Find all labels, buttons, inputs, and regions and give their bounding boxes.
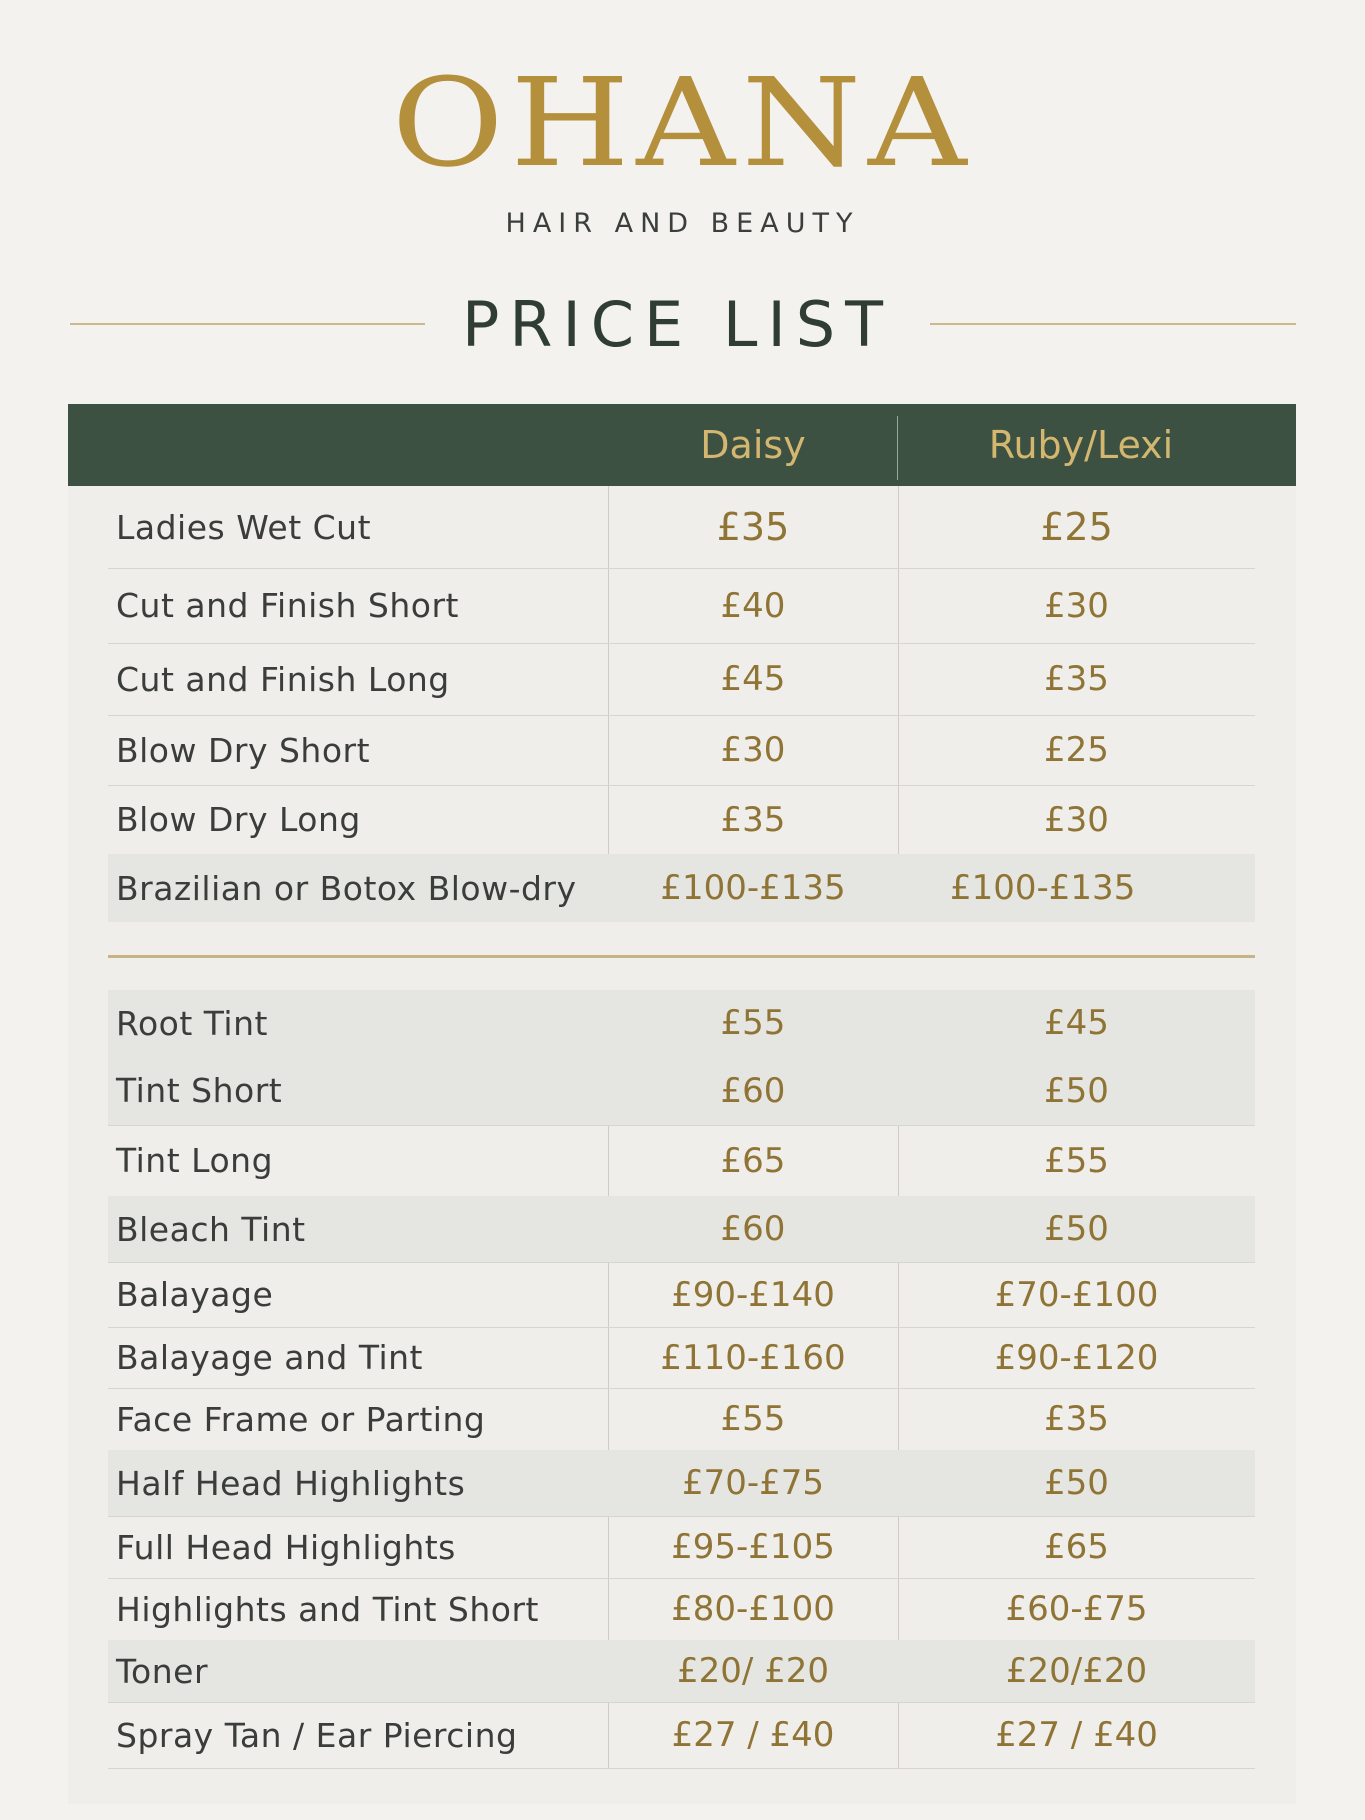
price-daisy: £65 [720,1140,786,1181]
price-daisy: £55 [720,1003,786,1043]
service-name: Ladies Wet Cut [116,507,372,547]
price-daisy: £95-£105 [671,1527,835,1567]
price-ruby-lexi: £25 [1044,730,1109,770]
table-row [108,1450,1255,1517]
service-name: Tint Short [116,1071,283,1110]
service-name: Bleach Tint [116,1209,306,1249]
price-ruby-lexi: £25 [1040,505,1113,549]
title-row [0,290,1365,360]
price-ruby-lexi: £50 [1044,1070,1109,1111]
price-ruby-lexi: £100-£135 [950,868,1136,908]
service-name: Tint Long [116,1141,274,1180]
price-daisy: £100-£135 [660,868,846,908]
column-header-daisy: Daisy [700,423,806,467]
price-daisy: £20/ £20 [676,1651,830,1691]
table-header [68,404,1296,486]
service-name: Brazilian or Botox Blow-dry [116,868,577,908]
table-row [108,1056,1255,1126]
service-name: Spray Tan / Ear Piercing [116,1715,518,1755]
service-name: Cut and Finish Short [116,586,459,625]
table-row [108,785,1255,854]
table-row [108,1640,1255,1703]
table-row [108,1196,1255,1263]
page-title: PRICE LIST [462,288,893,361]
table-row [108,486,1255,569]
price-ruby-lexi: £90-£120 [994,1337,1159,1378]
price-ruby-lexi: £27 / £40 [995,1715,1158,1755]
table-row [108,715,1255,786]
price-ruby-lexi: £20/£20 [1005,1651,1148,1691]
price-ruby-lexi: £50 [1044,1463,1109,1503]
service-name: Highlights and Tint Short [116,1589,539,1629]
table-row [108,1125,1255,1196]
price-ruby-lexi: £30 [1044,585,1109,626]
price-ruby-lexi: £70-£100 [994,1274,1159,1315]
price-daisy: £55 [720,1399,786,1439]
price-daisy: £27 / £40 [671,1715,835,1755]
service-name: Full Head Highlights [116,1527,456,1567]
service-name: Face Frame or Parting [116,1399,486,1439]
table-row [108,568,1255,644]
service-name: Half Head Highlights [116,1463,466,1503]
price-daisy: £90-£140 [671,1274,835,1315]
service-name: Toner [116,1651,209,1691]
table-row [108,990,1255,1057]
table-row [108,1702,1255,1769]
table-row [108,643,1255,716]
table-row [108,1578,1255,1640]
table-row [108,1327,1255,1389]
price-ruby-lexi: £35 [1044,1399,1109,1439]
price-ruby-lexi: £45 [1044,1003,1109,1043]
price-ruby-lexi: £60-£75 [1005,1589,1148,1629]
price-daisy: £70-£75 [681,1463,825,1503]
price-ruby-lexi: £50 [1044,1209,1109,1249]
column-header-ruby-lexi: Ruby/Lexi [988,423,1174,467]
price-ruby-lexi: £65 [1044,1527,1109,1567]
price-daisy: £35 [716,505,790,549]
service-name: Blow Dry Long [116,800,361,839]
service-name: Root Tint [116,1003,268,1043]
title-rule-right [930,323,1296,325]
price-ruby-lexi: £55 [1044,1140,1109,1181]
title-rule-left [70,323,425,325]
price-daisy: £45 [720,659,786,699]
service-name: Cut and Finish Long [116,659,450,699]
brand-tagline: HAIR AND BEAUTY [505,208,860,239]
brand-logo: OHANA [391,52,974,194]
table-row [108,854,1255,922]
table-row [108,1262,1255,1328]
price-daisy: £110-£160 [660,1337,846,1378]
price-daisy: £40 [720,585,786,626]
price-daisy: £60 [720,1070,786,1111]
price-ruby-lexi: £30 [1044,799,1109,840]
price-daisy: £60 [720,1209,786,1249]
table-row [108,1516,1255,1579]
service-name: Blow Dry Short [116,730,371,770]
price-daisy: £35 [720,799,786,840]
section-divider [108,955,1255,958]
service-name: Balayage and Tint [116,1338,423,1377]
table-row [108,1388,1255,1450]
price-daisy: £30 [720,730,786,770]
price-ruby-lexi: £35 [1044,659,1109,699]
service-name: Balayage [116,1275,274,1314]
price-daisy: £80-£100 [671,1589,835,1629]
